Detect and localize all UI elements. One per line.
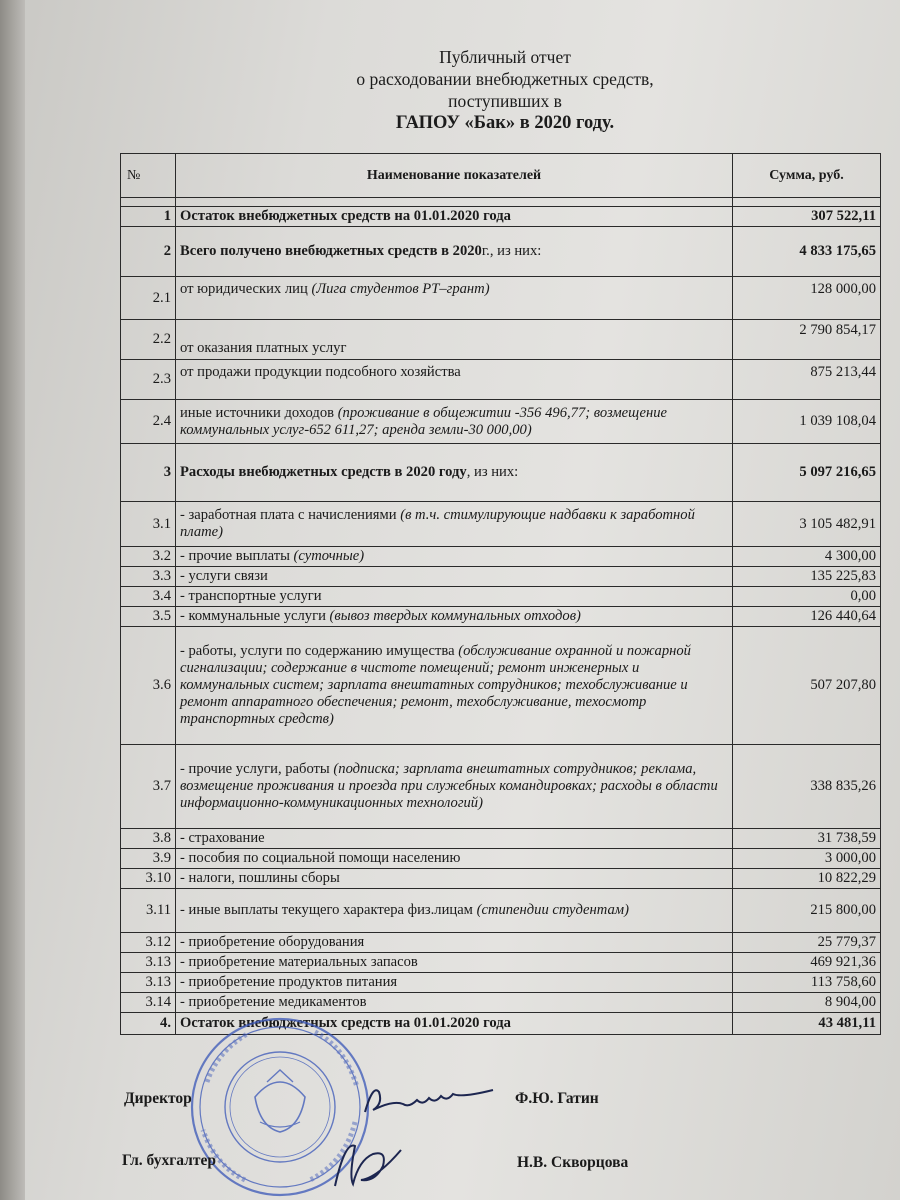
row-note: (обслуживание охранной и пожарной сигнализации; содержание в чистоте помещений; ремонт инженерных и коммунальных систем; зарплата внештатных сотрудников; техобслуживание и ремонт аппаратного обеспечения; ремонт, техобслуживание, техосмотр транспортных средств) — [180, 643, 691, 727]
row-name-main: - заработная плата с начислениями — [180, 507, 401, 523]
row-num: 2.2 — [121, 320, 176, 360]
title-line-3: поступивших в — [448, 91, 562, 111]
row-sum: 113 758,60 — [733, 973, 881, 993]
row-name — [176, 547, 733, 567]
row-num: 3.11 — [121, 889, 176, 933]
row-note: (суточные) — [293, 548, 365, 564]
title-line-4: ГАПОУ «Бак» в 2020 году. — [395, 113, 615, 133]
row-sum: 2 790 854,17 — [733, 320, 881, 360]
row-sum: 43 481,11 — [733, 1013, 881, 1035]
row-sum: 507 207,80 — [733, 627, 881, 745]
row-note: (стипендии студентам) — [476, 902, 629, 918]
row-name: - приобретение продуктов питания — [176, 973, 733, 993]
row-num: 3.12 — [121, 933, 176, 953]
table-header-row — [121, 154, 881, 198]
row-name — [176, 607, 733, 627]
row-sum: 338 835,26 — [733, 745, 881, 829]
table-row — [121, 587, 881, 607]
row-sum: 25 779,37 — [733, 933, 881, 953]
row-sum: 0,00 — [733, 587, 881, 607]
row-name: - страхование — [176, 829, 733, 849]
row-name — [176, 277, 733, 320]
title-line-2: о расходовании внебюджетных средств, — [356, 69, 654, 89]
row-sum: 128 000,00 — [733, 277, 881, 320]
title-line-1: Публичный отчет — [439, 47, 571, 67]
row-sum: 8 904,00 — [733, 993, 881, 1013]
table-row — [121, 444, 881, 502]
row-num: 3.1 — [121, 502, 176, 547]
table-row — [121, 829, 881, 849]
row-name-tail: г., из них: — [481, 243, 542, 259]
row-num: 3.3 — [121, 567, 176, 587]
header-num: № — [121, 154, 176, 198]
director-signature — [360, 1082, 510, 1122]
row-num: 2.4 — [121, 400, 176, 444]
report-table — [120, 153, 881, 1035]
row-sum: 5 097 216,65 — [733, 444, 881, 502]
row-name: - приобретение медикаментов — [176, 993, 733, 1013]
row-num: 4. — [121, 1013, 176, 1035]
header-name: Наименование показателей — [176, 154, 733, 198]
row-num: 3.7 — [121, 745, 176, 829]
row-sum: 31 738,59 — [733, 829, 881, 849]
accountant-signature — [325, 1136, 415, 1196]
row-num: 3.13 — [121, 953, 176, 973]
table-row — [121, 849, 881, 869]
row-note: (подписка; зарплата внештатных сотрудников; реклама, возмещение проживания и проезда при служебных командировках; расходы в области информационно-коммуникационных технологий) — [180, 761, 718, 811]
row-name-main: - работы, услуги по содержанию имущества — [180, 643, 459, 659]
row-name: - услуги связи — [176, 567, 733, 587]
row-num: 3.6 — [121, 627, 176, 745]
row-num: 1 — [121, 207, 176, 227]
row-num: 3.2 — [121, 547, 176, 567]
table-row — [121, 400, 881, 444]
row-name-main: - прочие выплаты — [180, 548, 294, 564]
director-name: Ф.Ю. Гатин — [515, 1090, 599, 1107]
row-name-main: - иные выплаты текущего характера физ.лицам — [180, 902, 477, 918]
table-row — [121, 993, 881, 1013]
row-sum: 3 000,00 — [733, 849, 881, 869]
row-name-main: от юридических лиц — [180, 281, 312, 297]
row-name — [176, 444, 733, 502]
row-name: от оказания платных услуг — [176, 320, 733, 360]
table-row — [121, 207, 881, 227]
row-sum: 4 833 175,65 — [733, 227, 881, 277]
row-num: 3.4 — [121, 587, 176, 607]
table-row — [121, 502, 881, 547]
row-name — [176, 627, 733, 745]
row-sum: 1 039 108,04 — [733, 400, 881, 444]
row-name-main: - прочие услуги, работы — [180, 761, 334, 777]
table-row — [121, 227, 881, 277]
row-note: (проживание в общежитии -356 496,77; возмещение коммунальных услуг-652 611,27; аренда земли-30 000,00) — [180, 404, 667, 438]
row-num: 3.14 — [121, 993, 176, 1013]
row-num: 3.10 — [121, 869, 176, 889]
row-note: (вывоз твердых коммунальных отходов) — [329, 608, 581, 624]
row-sum: 469 921,36 — [733, 953, 881, 973]
table-row — [121, 607, 881, 627]
row-name: - приобретение оборудования — [176, 933, 733, 953]
row-name — [176, 400, 733, 444]
row-name-main: иные источники доходов — [180, 404, 338, 421]
table-row — [121, 277, 881, 320]
row-sum: 875 213,44 — [733, 360, 881, 400]
row-note: (в т.ч. стимулирующие надбавки к заработной плате) — [180, 507, 695, 540]
row-sum: 3 105 482,91 — [733, 502, 881, 547]
table-row — [121, 933, 881, 953]
table-row — [121, 973, 881, 993]
row-name-main: Всего получено внебюджетных средств в 2020 — [180, 243, 482, 259]
row-name: Остаток внебюджетных средств на 01.01.2020 года — [176, 1013, 733, 1035]
row-num: 2.3 — [121, 360, 176, 400]
row-sum: 126 440,64 — [733, 607, 881, 627]
report-title — [0, 46, 900, 134]
accountant-name: Н.В. Скворцова — [517, 1154, 629, 1171]
table-row — [121, 953, 881, 973]
table-row — [121, 360, 881, 400]
table-row — [121, 745, 881, 829]
row-num: 3.9 — [121, 849, 176, 869]
row-name: Остаток внебюджетных средств на 01.01.2020 года — [176, 207, 733, 227]
row-num: 3.5 — [121, 607, 176, 627]
row-name: - приобретение материальных запасов — [176, 953, 733, 973]
table-row — [121, 869, 881, 889]
row-name — [176, 502, 733, 547]
row-name-main: - коммунальные услуги — [180, 608, 330, 624]
row-num: 3 — [121, 444, 176, 502]
row-num: 2.1 — [121, 277, 176, 320]
row-name-main: Расходы внебюджетных средств в 2020 году — [180, 464, 467, 480]
table-row — [121, 889, 881, 933]
table-row — [121, 320, 881, 360]
row-sum: 215 800,00 — [733, 889, 881, 933]
table-row — [121, 627, 881, 745]
table-row — [121, 547, 881, 567]
row-name — [176, 227, 733, 277]
row-sum: 10 822,29 — [733, 869, 881, 889]
row-sum: 135 225,83 — [733, 567, 881, 587]
row-num: 2 — [121, 227, 176, 277]
table-row — [121, 567, 881, 587]
row-name — [176, 745, 733, 829]
row-name — [176, 889, 733, 933]
row-name: от продажи продукции подсобного хозяйства — [176, 360, 733, 400]
accountant-label: Гл. бухгалтер — [122, 1152, 216, 1169]
row-num: 3.8 — [121, 829, 176, 849]
row-name: - налоги, пошлины сборы — [176, 869, 733, 889]
row-name: - пособия по социальной помощи населению — [176, 849, 733, 869]
director-label: Директор — [124, 1090, 192, 1107]
header-sum: Сумма, руб. — [733, 154, 881, 198]
row-sum: 307 522,11 — [733, 207, 881, 227]
row-name-tail: , из них: — [466, 464, 519, 480]
row-num: 3.13 — [121, 973, 176, 993]
row-sum: 4 300,00 — [733, 547, 881, 567]
row-name: - транспортные услуги — [176, 587, 733, 607]
row-note: (Лига студентов РТ–грант) — [311, 281, 490, 297]
